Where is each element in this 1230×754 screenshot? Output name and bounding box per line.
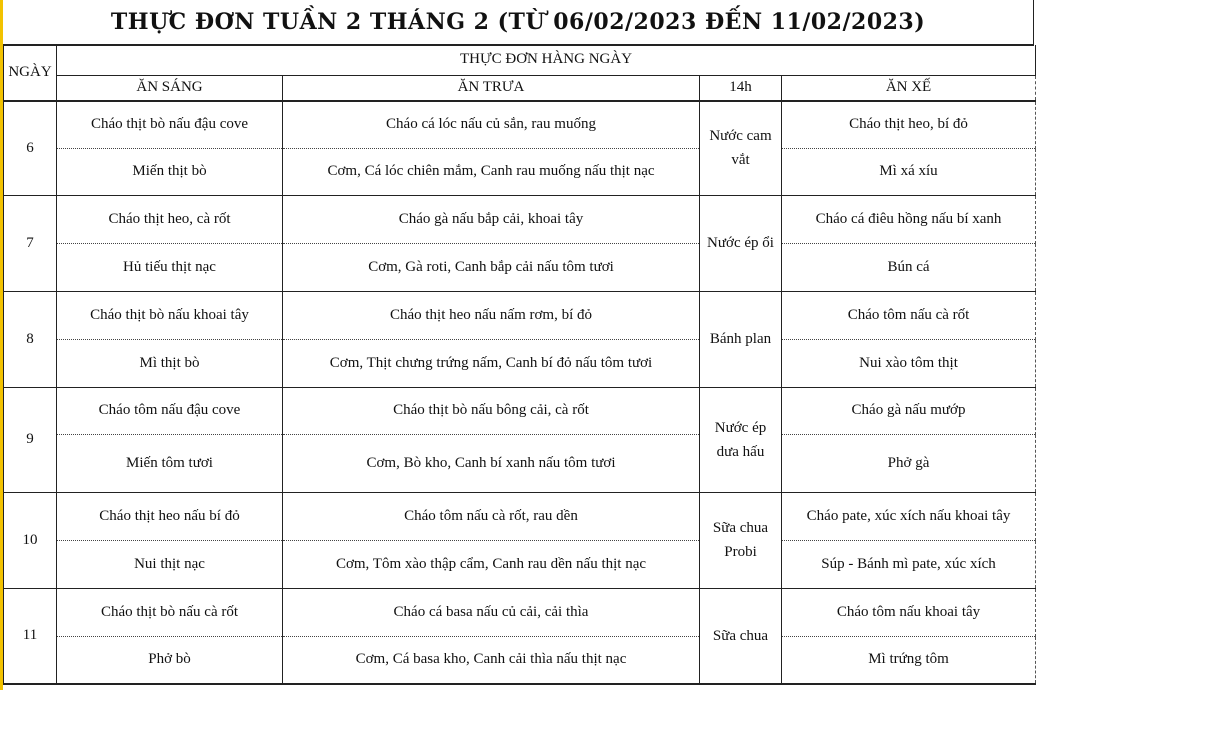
breakfast-item: Nui thịt nạc [57, 540, 283, 588]
breakfast-item: Miến thịt bò [57, 148, 283, 195]
afternoon-item: Phở gà [782, 434, 1036, 492]
afternoon-item: Bún cá [782, 243, 1036, 291]
header-lunch: ĂN TRƯA [283, 75, 700, 101]
breakfast-item: Cháo thịt heo, cà rốt [57, 195, 283, 243]
breakfast-item: Cháo thịt bò nấu khoai tây [57, 291, 283, 339]
header-snack-14h: 14h [700, 75, 782, 101]
snack-line: Sữa chua [712, 627, 769, 644]
table-row [4, 148, 1036, 195]
lunch-item: Cháo tôm nấu cà rốt, rau dền [283, 492, 700, 540]
day-number: 10 [4, 492, 57, 588]
header-day: NGÀY [4, 45, 57, 101]
table-row [4, 492, 1036, 540]
table-row [4, 101, 1036, 148]
afternoon-item: Mì xá xíu [782, 148, 1036, 195]
breakfast-item: Mì thịt bò [57, 339, 283, 387]
table-row [4, 636, 1036, 684]
day-number: 9 [4, 387, 57, 492]
afternoon-item: Cháo tôm nấu khoai tây [782, 588, 1036, 636]
header-daily-menu: THỰC ĐƠN HÀNG NGÀY [57, 45, 1036, 75]
afternoon-item: Súp - Bánh mì pate, xúc xích [782, 540, 1036, 588]
table-row [4, 434, 1036, 492]
snack-line: Bánh plan [709, 331, 772, 347]
day-number: 11 [4, 588, 57, 684]
page-title: THỰC ĐƠN TUẦN 2 THÁNG 2 (TỪ 06/02/2023 ĐẾN 11/02/2023) [3, 0, 1034, 46]
snack-line: Probi [724, 544, 757, 560]
snack-line: vắt [731, 152, 750, 169]
snack-14h-item [700, 291, 782, 387]
snack-14h-item [700, 387, 782, 492]
table-row [4, 339, 1036, 387]
breakfast-item: Phở bò [57, 636, 283, 684]
snack-14h-item [700, 492, 782, 588]
lunch-item: Cháo cá lóc nấu củ sắn, rau muống [283, 101, 700, 148]
breakfast-item: Cháo thịt bò nấu cà rốt [57, 588, 283, 636]
breakfast-item: Miến tôm tươi [57, 434, 283, 492]
snack-14h-item [700, 101, 782, 195]
table-row [4, 588, 1036, 636]
snack-line: Nước ép [714, 419, 767, 436]
table-row [4, 243, 1036, 291]
header-afternoon: ĂN XẾ [782, 75, 1036, 101]
snack-line: dưa hấu [716, 443, 765, 460]
afternoon-item: Mì trứng tôm [782, 636, 1036, 684]
snack-14h-item [700, 588, 782, 684]
lunch-item: Cơm, Thịt chưng trứng nấm, Canh bí đỏ nấu tôm tươi [283, 339, 700, 387]
snack-line: Nước cam [709, 128, 772, 145]
afternoon-item: Cháo gà nấu mướp [782, 387, 1036, 434]
breakfast-item: Hủ tiếu thịt nạc [57, 243, 283, 291]
menu-table [3, 45, 1036, 685]
breakfast-item: Cháo tôm nấu đậu cove [57, 387, 283, 434]
table-row [4, 195, 1036, 243]
table-row [4, 387, 1036, 434]
lunch-item: Cháo cá basa nấu củ cải, cải thìa [283, 588, 700, 636]
breakfast-item: Cháo thịt heo nấu bí đỏ [57, 492, 283, 540]
afternoon-item: Nui xào tôm thịt [782, 339, 1036, 387]
lunch-item: Cháo thịt bò nấu bông cải, cà rốt [283, 387, 700, 434]
day-number: 6 [4, 101, 57, 195]
snack-line: Nước ép ổi [707, 235, 774, 251]
lunch-item: Cơm, Gà roti, Canh bắp cải nấu tôm tươi [283, 243, 700, 291]
snack-line: Sữa chua [712, 520, 769, 536]
day-number: 7 [4, 195, 57, 291]
afternoon-item: Cháo tôm nấu cà rốt [782, 291, 1036, 339]
afternoon-item: Cháo cá điêu hồng nấu bí xanh [782, 195, 1036, 243]
lunch-item: Cơm, Cá basa kho, Canh cải thìa nấu thịt nạc [283, 636, 700, 684]
table-row [4, 540, 1036, 588]
breakfast-item: Cháo thịt bò nấu đậu cove [57, 101, 283, 148]
day-number: 8 [4, 291, 57, 387]
lunch-item: Cháo thịt heo nấu nấm rơm, bí đỏ [283, 291, 700, 339]
lunch-item: Cháo gà nấu bắp cải, khoai tây [283, 195, 700, 243]
lunch-item: Cơm, Cá lóc chiên mắm, Canh rau muống nấu thịt nạc [283, 148, 700, 195]
afternoon-item: Cháo pate, xúc xích nấu khoai tây [782, 492, 1036, 540]
snack-14h-item [700, 195, 782, 291]
table-row [4, 291, 1036, 339]
lunch-item: Cơm, Tôm xào thập cẩm, Canh rau dền nấu thịt nạc [283, 540, 700, 588]
afternoon-item: Cháo thịt heo, bí đỏ [782, 101, 1036, 148]
lunch-item: Cơm, Bò kho, Canh bí xanh nấu tôm tươi [283, 434, 700, 492]
header-breakfast: ĂN SÁNG [57, 75, 283, 101]
